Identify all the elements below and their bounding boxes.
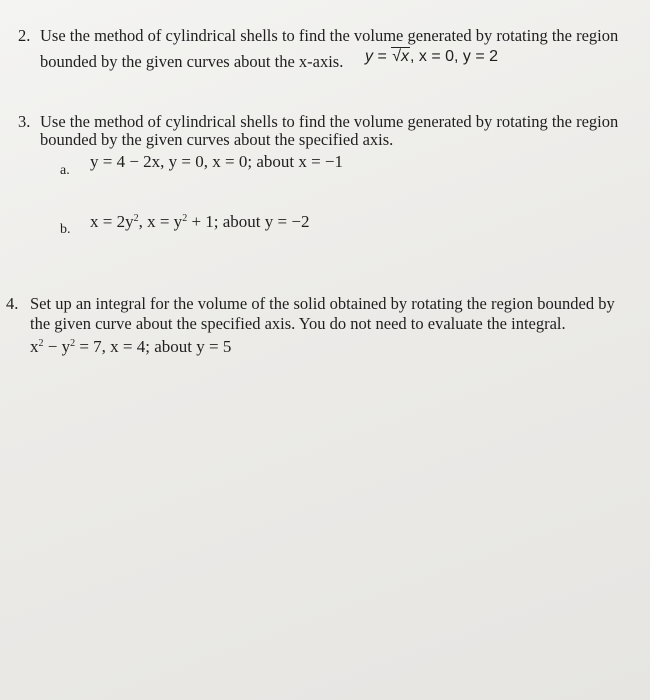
problem-text-line: Use the method of cylindrical shells to find the volume generated by rotating the region bbox=[40, 26, 619, 45]
part-label: b. bbox=[60, 222, 71, 237]
square-root: √x bbox=[392, 48, 410, 65]
part-equation: y = 4 − 2x, y = 0, x = 0; about x = −1 bbox=[90, 152, 344, 171]
problem-equation: y = √x, x = 0, y = 2 bbox=[365, 48, 499, 65]
problem-text-line: Use the method of cylindrical shells to find the volume generated by rotating the region bbox=[40, 112, 619, 131]
problem-text-line: bounded by the given curves about the specified axis. bbox=[40, 130, 394, 149]
part-label: a. bbox=[60, 163, 70, 178]
problem-equation: $x^2 - y^2 = 7$, x = 4; about y = 5 bbox=[30, 337, 232, 356]
problem-text-line: Set up an integral for the volume of the solid obtained by rotating the region bounded by bbox=[30, 294, 615, 313]
problem-number: 3. bbox=[18, 112, 31, 131]
problem-text-line: bounded by the given curves about the x-axis. bbox=[40, 52, 344, 71]
problem-number: 2. bbox=[18, 26, 31, 45]
problem-number: 4. bbox=[6, 294, 19, 313]
problem-text-line: the given curve about the specified axis. You do not need to evaluate the integral. bbox=[30, 314, 566, 333]
part-equation: $x = 2y^2$, $x = y^2 + 1$; about y = −2 bbox=[90, 212, 310, 231]
